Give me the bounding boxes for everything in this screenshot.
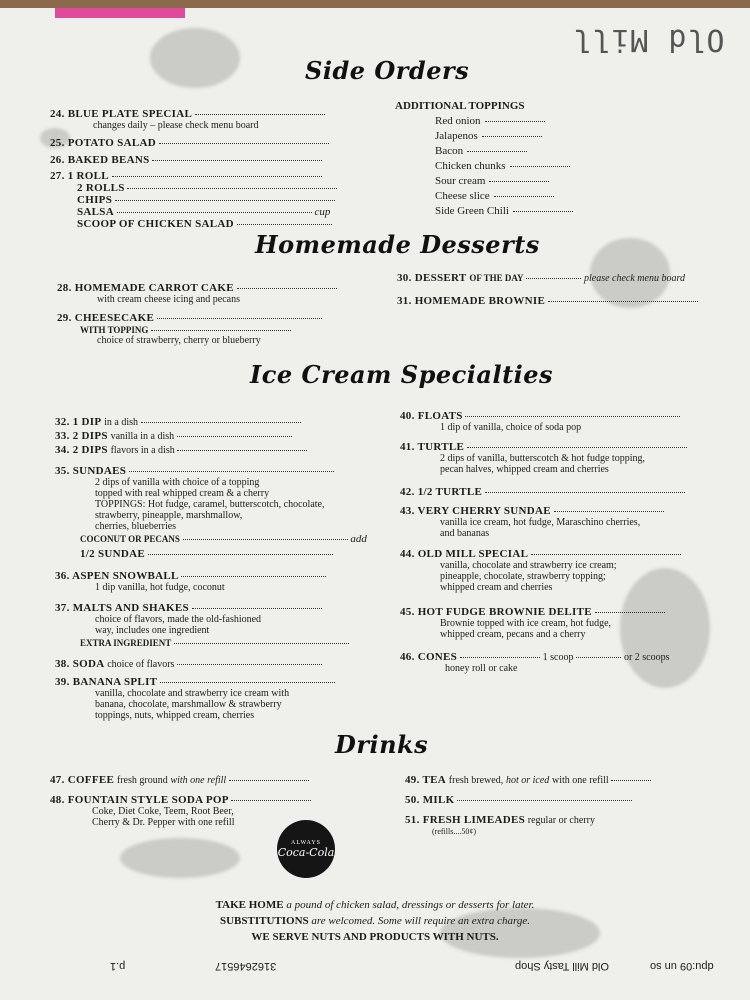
item-desc: pecan halves, whipped cream and cherries: [440, 464, 609, 475]
item-desc: vanilla, chocolate and strawberry ice cream with: [95, 688, 290, 699]
item-desc: 2 dips of vanilla with choice of a topping: [95, 477, 260, 488]
item-name: 35. SUNDAES: [55, 465, 127, 477]
item-desc: banana, chocolate, marshmallow & strawberry: [95, 699, 282, 710]
item-name: 33. 2 DIPS: [55, 430, 108, 442]
item-desc: changes daily – please check menu board: [93, 120, 259, 131]
section-title-ice-cream: Ice Cream Specialties: [250, 360, 554, 389]
item-option: or 2 scoops: [623, 652, 670, 663]
toppings-label: TOPPINGS:: [95, 499, 146, 510]
footer-italic: a pound of chicken salad, dressings or desserts for later.: [286, 899, 535, 911]
menu-item: [50, 154, 322, 167]
section-title-side-orders: Side Orders: [305, 56, 470, 85]
menu-item: [50, 774, 309, 787]
menu-item: [55, 416, 301, 429]
item-name: 36. ASPEN SNOWBALL: [55, 570, 179, 582]
item-desc: whipped cream and cherries: [440, 582, 553, 593]
item-name: WITH TOPPING: [80, 325, 149, 335]
item-desc: vanilla ice cream, hot fudge, Maraschino cherries,: [440, 517, 641, 528]
item-name: 31. HOMEMADE BROWNIE: [397, 295, 546, 307]
menu-item: [397, 295, 698, 308]
menu-item: [55, 430, 292, 443]
item-desc: with one refill: [170, 775, 227, 786]
item-name: 34. 2 DIPS: [55, 444, 108, 456]
item-name: 50. MILK: [405, 794, 455, 806]
item-name: 48. FOUNTAIN STYLE SODA POP: [50, 794, 229, 806]
menu-item: [55, 658, 322, 671]
item-name: 44. OLD MILL SPECIAL: [400, 548, 529, 560]
logo-brand-text: Coca-Cola: [277, 845, 335, 859]
item-name: 40. FLOATS: [400, 410, 463, 422]
menu-item: [77, 218, 332, 231]
item-name: 24. BLUE PLATE SPECIAL: [50, 108, 193, 120]
item-name: SALSA: [77, 206, 114, 218]
footer-line: [0, 914, 750, 928]
topping-item: Sour cream: [435, 174, 573, 189]
item-suffix: please check menu board: [584, 273, 685, 284]
topping-item: Cheese slice: [435, 189, 573, 204]
item-desc: (refills....50¢): [432, 827, 476, 836]
item-desc: vanilla in a dish: [110, 431, 175, 442]
item-desc: fresh ground: [116, 775, 168, 786]
menu-page: [0, 8, 750, 1000]
menu-item: [80, 533, 367, 546]
item-name: 29. CHEESECAKE: [57, 312, 155, 324]
item-desc: pineapple, chocolate, strawberry topping;: [440, 571, 606, 582]
item-name: 42. 1/2 TURTLE: [400, 486, 483, 498]
item-desc: regular or cherry: [527, 815, 595, 826]
item-desc: cherries, blueberries: [95, 521, 177, 532]
item-name: 1/2 SUNDAE: [80, 548, 146, 560]
topping-item: Side Green Chili: [435, 204, 573, 219]
item-name: OF THE DAY: [469, 273, 524, 283]
section-title-desserts: Homemade Desserts: [255, 230, 540, 259]
item-desc: flavors in a dish: [110, 445, 175, 456]
item-desc: hot or iced: [505, 775, 550, 786]
item-desc: in a dish: [104, 417, 139, 428]
footer-italic: are welcomed. Some will require an extra charge.: [311, 915, 531, 927]
item-name: EXTRA INGREDIENT: [80, 638, 172, 648]
item-desc: 1 dip of vanilla, choice of soda pop: [440, 422, 582, 433]
item-name: 30. DESSERT: [397, 272, 467, 284]
topping-item: Red onion: [435, 114, 573, 129]
toppings-text: Hot fudge, caramel, butterscotch, chocolate,: [147, 499, 325, 510]
menu-item: [50, 137, 329, 150]
speck: [120, 838, 240, 878]
item-desc: 1 dip vanilla, hot fudge, coconut: [95, 582, 225, 593]
item-desc: Coke, Diet Coke, Teem, Root Beer,: [92, 806, 234, 817]
menu-item: [55, 444, 307, 457]
fax-sender-2: dpu:09 un so: [650, 960, 714, 972]
menu-item: [400, 486, 685, 499]
footer-bold: SUBSTITUTIONS: [219, 915, 309, 927]
additional-toppings-list: [435, 114, 573, 219]
item-name: 28. HOMEMADE CARROT CAKE: [57, 282, 234, 294]
item-desc: choice of flavors, made the old-fashioned: [95, 614, 262, 625]
section-title-drinks: Drinks: [335, 730, 429, 759]
item-desc: [95, 499, 324, 510]
item-desc: Brownie topped with ice cream, hot fudge,: [440, 618, 612, 629]
item-name: 46. CONES: [400, 651, 458, 663]
additional-toppings-heading: ADDITIONAL TOPPINGS: [395, 100, 525, 112]
item-name: CHIPS: [77, 194, 113, 206]
coca-cola-logo: [277, 820, 335, 878]
item-desc: honey roll or cake: [445, 663, 518, 674]
handwritten-note: Old Mill: [572, 22, 725, 57]
item-name: 43. VERY CHERRY SUNDAE: [400, 505, 551, 517]
item-name: 38. SODA: [55, 658, 105, 670]
item-name: 26. BAKED BEANS: [50, 154, 150, 166]
item-desc: toppings, nuts, whipped cream, cherries: [95, 710, 255, 721]
speck: [150, 28, 240, 88]
logo-top-text: ALWAYS: [290, 839, 321, 846]
footer-line: [0, 898, 750, 912]
item-desc: with cream cheese icing and pecans: [97, 294, 240, 305]
item-name: 49. TEA: [405, 774, 447, 786]
item-desc: way, includes one ingredient: [95, 625, 210, 636]
item-name: 32. 1 DIP: [55, 416, 102, 428]
item-name: 47. COFFEE: [50, 774, 115, 786]
fax-page: p.1: [110, 960, 126, 972]
item-desc: vanilla, chocolate and strawberry ice cream;: [440, 560, 617, 571]
item-desc: topped with real whipped cream & a cherry: [95, 488, 270, 499]
item-name: 41. TURTLE: [400, 441, 465, 453]
topping-item: Jalapenos: [435, 129, 573, 144]
item-name: 25. POTATO SALAD: [50, 137, 156, 149]
pink-tab: [55, 8, 185, 18]
fax-sender: Old Mill Tasty Shop: [515, 960, 609, 972]
item-option: 1 scoop: [542, 652, 574, 663]
footer-nuts: WE SERVE NUTS AND PRODUCTS WITH NUTS.: [251, 931, 499, 943]
item-name: 37. MALTS AND SHAKES: [55, 602, 189, 614]
fax-number: 3162646517: [215, 960, 277, 972]
item-desc: and bananas: [440, 528, 490, 539]
footer-bold: TAKE HOME: [215, 899, 284, 911]
menu-item: [397, 272, 685, 285]
item-suffix: add: [350, 533, 367, 545]
item-name: 45. HOT FUDGE BROWNIE DELITE: [400, 606, 592, 618]
item-suffix: cup: [314, 206, 331, 218]
item-name: 27. 1 ROLL: [50, 170, 109, 182]
item-name: 2 ROLLS: [77, 182, 125, 194]
menu-item: [405, 794, 632, 807]
item-desc: with one refill: [552, 775, 609, 786]
item-name: 39. BANANA SPLIT: [55, 676, 158, 688]
item-desc: choice of strawberry, cherry or blueberry: [97, 335, 261, 346]
item-desc: strawberry, pineapple, marshmallow,: [95, 510, 243, 521]
item-desc: fresh brewed,: [448, 775, 504, 786]
item-desc: Cherry & Dr. Pepper with one refill: [92, 817, 235, 828]
topping-item: Chicken chunks: [435, 159, 573, 174]
menu-item: [405, 774, 651, 787]
item-desc: 2 dips of vanilla, butterscotch & hot fudge topping,: [440, 453, 645, 464]
menu-item: [80, 637, 349, 650]
menu-item: [400, 651, 670, 664]
item-desc: choice of flavors: [107, 659, 175, 670]
item-desc: whipped cream, pecans and a cherry: [440, 629, 586, 640]
item-name: COCONUT OR PECANS: [80, 534, 180, 544]
speck: [620, 568, 710, 688]
topping-item: Bacon: [435, 144, 573, 159]
item-name: SCOOP OF CHICKEN SALAD: [77, 218, 234, 230]
menu-item: [80, 548, 333, 561]
item-name: 51. FRESH LIMEADES: [405, 814, 526, 826]
